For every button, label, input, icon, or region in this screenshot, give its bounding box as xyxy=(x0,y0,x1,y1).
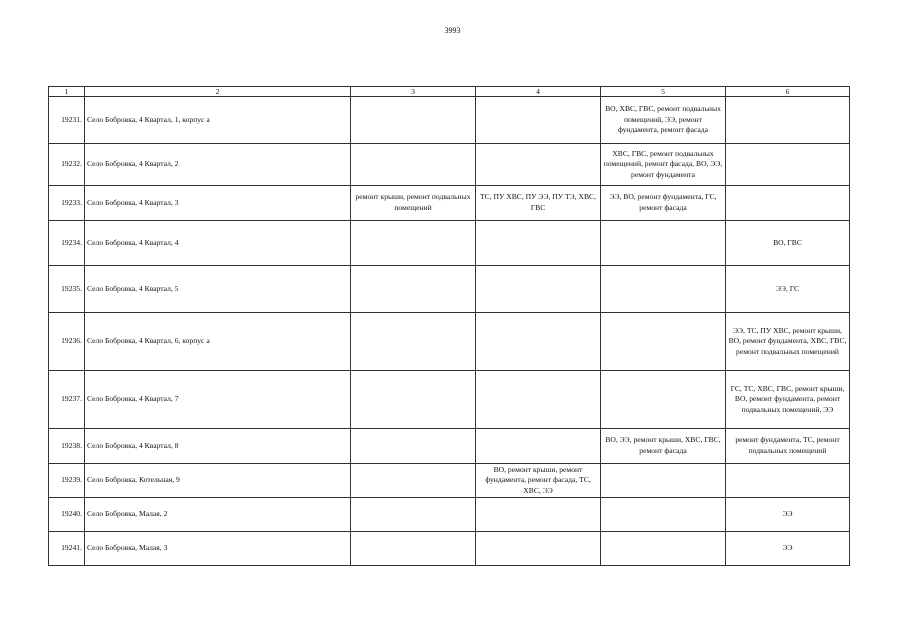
row-col4 xyxy=(476,371,601,429)
row-col5 xyxy=(601,266,726,313)
row-col4 xyxy=(476,221,601,266)
row-address: Село Бобровка, 4 Квартал, 4 xyxy=(85,221,351,266)
table-row xyxy=(49,313,850,371)
row-col5: ЭЭ, ВО, ремонт фундамента, ГС, ремонт фасада xyxy=(601,186,726,221)
row-col5 xyxy=(601,498,726,532)
row-number: 19240. xyxy=(49,498,85,532)
row-number: 19241. xyxy=(49,532,85,566)
row-col3 xyxy=(351,429,476,464)
row-col5 xyxy=(601,464,726,498)
row-col3 xyxy=(351,266,476,313)
row-address: Село Бобровка, Малая, 3 xyxy=(85,532,351,566)
row-number: 19234. xyxy=(49,221,85,266)
row-col3: ремонт крыши, ремонт подвальных помещений xyxy=(351,186,476,221)
row-number: 19237. xyxy=(49,371,85,429)
row-col6 xyxy=(726,144,850,186)
row-col4 xyxy=(476,266,601,313)
table-row xyxy=(49,371,850,429)
row-number: 19238. xyxy=(49,429,85,464)
row-col5: ХВС, ГВС, ремонт подвальных помещений, ремонт фасада, ВО, ЭЭ, ремонт фундамента xyxy=(601,144,726,186)
row-col4 xyxy=(476,97,601,144)
row-col3 xyxy=(351,144,476,186)
row-col6: ЭЭ xyxy=(726,532,850,566)
table-row xyxy=(49,429,850,464)
row-col5 xyxy=(601,532,726,566)
row-col5 xyxy=(601,371,726,429)
row-col4 xyxy=(476,498,601,532)
row-col4 xyxy=(476,429,601,464)
row-col5: ВО, ЭЭ, ремонт крыши, ХВС, ГВС, ремонт фасада xyxy=(601,429,726,464)
header-cell-4: 4 xyxy=(476,87,601,97)
row-address: Село Бобровка, Малая, 2 xyxy=(85,498,351,532)
page-number: 3993 xyxy=(444,26,461,35)
table-row xyxy=(49,532,850,566)
row-number: 19239. xyxy=(49,464,85,498)
table-row xyxy=(49,221,850,266)
row-col3 xyxy=(351,371,476,429)
row-col6: ЭЭ, ТС, ПУ ХВС, ремонт крыши, ВО, ремонт фундамента, ХВС, ГВС, ремонт подвальных помещений xyxy=(726,313,850,371)
row-address: Село Бобровка, 4 Квартал, 1, корпус а xyxy=(85,97,351,144)
row-col5 xyxy=(601,221,726,266)
row-col4: ТС, ПУ ХВС, ПУ ЭЭ, ПУ ТЭ, ХВС, ГВС xyxy=(476,186,601,221)
table-row xyxy=(49,97,850,144)
table-row xyxy=(49,144,850,186)
row-col4 xyxy=(476,144,601,186)
row-col4 xyxy=(476,532,601,566)
row-col5 xyxy=(601,313,726,371)
row-address: Село Бобровка, 4 Квартал, 3 xyxy=(85,186,351,221)
row-address: Село Бобровка, 4 Квартал, 8 xyxy=(85,429,351,464)
row-address: Село Бобровка, Котельная, 9 xyxy=(85,464,351,498)
header-row xyxy=(49,87,850,97)
row-col3 xyxy=(351,464,476,498)
header-cell-5: 5 xyxy=(601,87,726,97)
row-col4 xyxy=(476,313,601,371)
row-col6 xyxy=(726,97,850,144)
row-col6: ВО, ГВС xyxy=(726,221,850,266)
header-cell-6: 6 xyxy=(726,87,850,97)
table-row xyxy=(49,266,850,313)
row-col6: ГС, ТС, ХВС, ГВС, ремонт крыши, ВО, ремонт фундамента, ремонт подвальных помещений, ЭЭ xyxy=(726,371,850,429)
row-col3 xyxy=(351,313,476,371)
row-col3 xyxy=(351,532,476,566)
row-col4: ВО, ремонт крыши, ремонт фундамента, ремонт фасада, ТС, ХВС, ЭЭ xyxy=(476,464,601,498)
row-number: 19233. xyxy=(49,186,85,221)
row-col6: ЭЭ, ГС xyxy=(726,266,850,313)
row-col6: ЭЭ xyxy=(726,498,850,532)
row-address: Село Бобровка, 4 Квартал, 7 xyxy=(85,371,351,429)
row-number: 19236. xyxy=(49,313,85,371)
row-col3 xyxy=(351,498,476,532)
row-col6: ремонт фундамента, ТС, ремонт подвальных помещений xyxy=(726,429,850,464)
row-address: Село Бобровка, 4 Квартал, 2 xyxy=(85,144,351,186)
header-cell-1: 1 xyxy=(49,87,85,97)
row-col3 xyxy=(351,221,476,266)
row-address: Село Бобровка, 4 Квартал, 6, корпус а xyxy=(85,313,351,371)
table-row xyxy=(49,186,850,221)
works-table xyxy=(48,86,850,566)
row-address: Село Бобровка, 4 Квартал, 5 xyxy=(85,266,351,313)
row-number: 19232. xyxy=(49,144,85,186)
row-number: 19235. xyxy=(49,266,85,313)
row-col6 xyxy=(726,464,850,498)
row-col3 xyxy=(351,97,476,144)
row-col5: ВО, ХВС, ГВС, ремонт подвальных помещений, ЭЭ, ремонт фундамента, ремонт фасада xyxy=(601,97,726,144)
header-cell-3: 3 xyxy=(351,87,476,97)
table-row xyxy=(49,498,850,532)
row-number: 19231. xyxy=(49,97,85,144)
table-row xyxy=(49,464,850,498)
row-col6 xyxy=(726,186,850,221)
header-cell-2: 2 xyxy=(85,87,351,97)
